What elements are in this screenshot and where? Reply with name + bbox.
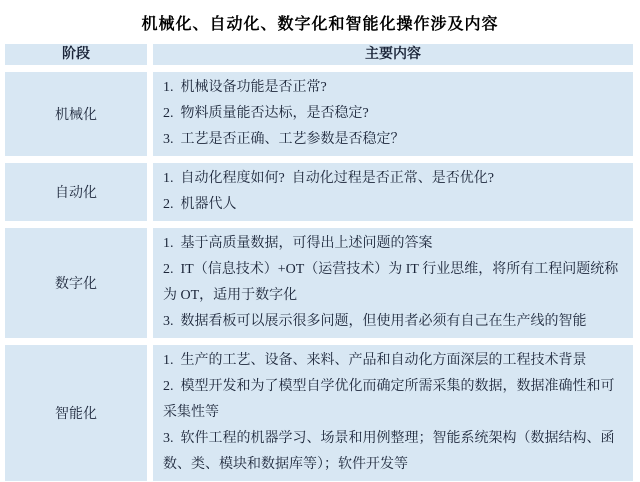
- header-stage: 阶段: [5, 44, 147, 65]
- content-item: 3. 工艺是否正确、工艺参数是否稳定？: [163, 132, 405, 147]
- content-item: 1. 机械设备功能是否正常?: [163, 80, 327, 95]
- stage-label: 机械化: [5, 72, 147, 156]
- content-item: 3. 软件工程的机器学习、场景和用例整理；智能系统架构（数据结构、函数、类、模块和数据库等）；软件开发等: [163, 431, 615, 472]
- content-cell: [153, 72, 633, 156]
- content-item: 2. 机器代人: [163, 197, 237, 212]
- content-item: 1. 生产的工艺、设备、来料、产品和自动化方面深层的工程技术背景: [163, 353, 587, 368]
- header-main-content: 主要内容: [153, 44, 633, 65]
- content-cell: [153, 345, 633, 481]
- table-header-row: [5, 44, 633, 65]
- stage-label: 智能化: [5, 345, 147, 481]
- content-item: 1. 基于高质量数据，可得出上述问题的答案: [163, 236, 433, 251]
- content-item: 2. 物料质量能否达标，是否稳定?: [163, 106, 369, 121]
- content-item: 2. 模型开发和为了模型自学优化而确定所需采集的数据，数据准确性和可采集性等: [163, 379, 615, 420]
- content-item: 1. 自动化程度如何? 自动化过程是否正常、是否优化?: [163, 171, 494, 186]
- content-cell: [153, 163, 633, 221]
- content-item: 2. IT（信息技术）+OT（运营技术）为 IT 行业思维，将所有工程问题统称为 OT，适用于数字化: [163, 262, 619, 303]
- content-item: 3. 数据看板可以展示很多问题，但使用者必须有自己在生产线的智能: [163, 314, 587, 329]
- page-title: 机械化、自动化、数字化和智能化操作涉及内容: [141, 16, 499, 33]
- table-row-digitization: [5, 228, 633, 338]
- table-row-mechanization: [5, 72, 633, 156]
- stages-table: [5, 44, 633, 481]
- content-cell: [153, 228, 633, 338]
- table-row-automation: [5, 163, 633, 221]
- stage-label: 自动化: [5, 163, 147, 221]
- stage-label: 数字化: [5, 228, 147, 338]
- table-row-intelligence: [5, 345, 633, 481]
